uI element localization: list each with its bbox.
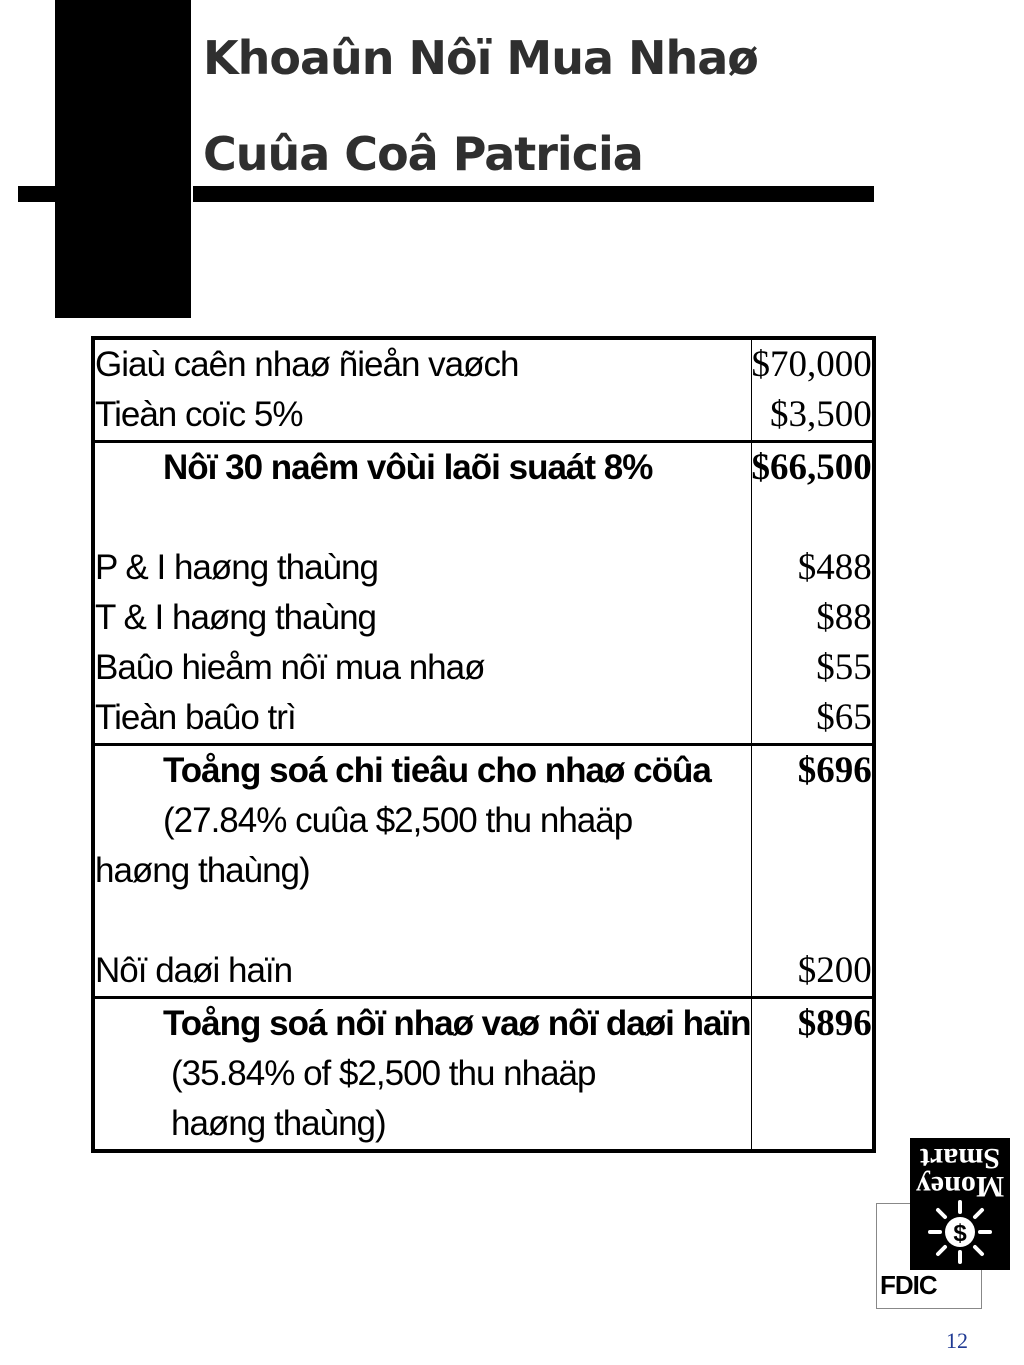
row-label: Tieàn coïc 5% [95, 395, 303, 434]
row-value: $66,500 [751, 447, 872, 488]
page-number: 12 [946, 1328, 968, 1353]
row-label: (35.84% of $2,500 thu nhaäp [171, 1054, 596, 1093]
row-value: $55 [816, 647, 872, 688]
slide-title-line-1: Khoaûn Nôï Mua Nhaø [203, 31, 758, 85]
table-row-monthly-costs [93, 543, 874, 745]
mortgage-table [91, 336, 876, 1153]
row-label: Nôï daøi haïn [95, 951, 293, 990]
row-label: Toång soá chi tieâu cho nhaø cöûa [163, 751, 711, 790]
row-label: T & I haøng thaùng [95, 598, 377, 637]
row-value: $3,500 [770, 394, 872, 435]
row-label: Toång soá nôï nhaø vaø nôï daøi haïn [163, 1004, 751, 1043]
table-row-housing-total [93, 745, 874, 947]
row-label: Giaù caên nhaø ñieån vaøch [95, 345, 519, 384]
slide-title-line-2: Cuûa Coâ Patricia [203, 127, 643, 181]
row-label: Nôï 30 naêm vôùi laõi suaát 8% [163, 448, 653, 487]
slide-title [203, 10, 758, 202]
row-label: Baûo hieåm nôï mua nhaø [95, 648, 485, 687]
row-value: $65 [816, 697, 872, 738]
row-value: $88 [816, 597, 872, 638]
row-label: haøng thaùng) [95, 851, 310, 890]
logo-symbol: $ [953, 1220, 967, 1247]
table-row-loan [93, 442, 874, 544]
row-label: P & I haøng thaùng [95, 548, 378, 587]
sun-dollar-icon [928, 1200, 992, 1264]
title-rule-left [18, 186, 58, 202]
title-decoration-block [55, 0, 191, 318]
logo-text: Smart [920, 1142, 1000, 1175]
row-value: $896 [797, 1003, 872, 1044]
row-value: $488 [797, 547, 872, 588]
table-row-total-debt [93, 998, 874, 1152]
row-value: $70,000 [751, 344, 872, 385]
row-label: (27.84% cuûa $2,500 thu nhaäp [163, 801, 633, 840]
table-row-long-term-debt [93, 946, 874, 998]
logo-text: Money [915, 1170, 1005, 1203]
table-row-price [93, 338, 874, 442]
row-value: $200 [797, 950, 872, 991]
fdic-label: FDIC [880, 1270, 937, 1300]
row-label: Tieàn baûo trì [95, 698, 296, 737]
money-smart-logo [910, 1138, 1010, 1270]
row-value: $696 [797, 750, 872, 791]
row-label: haøng thaùng) [171, 1104, 386, 1143]
